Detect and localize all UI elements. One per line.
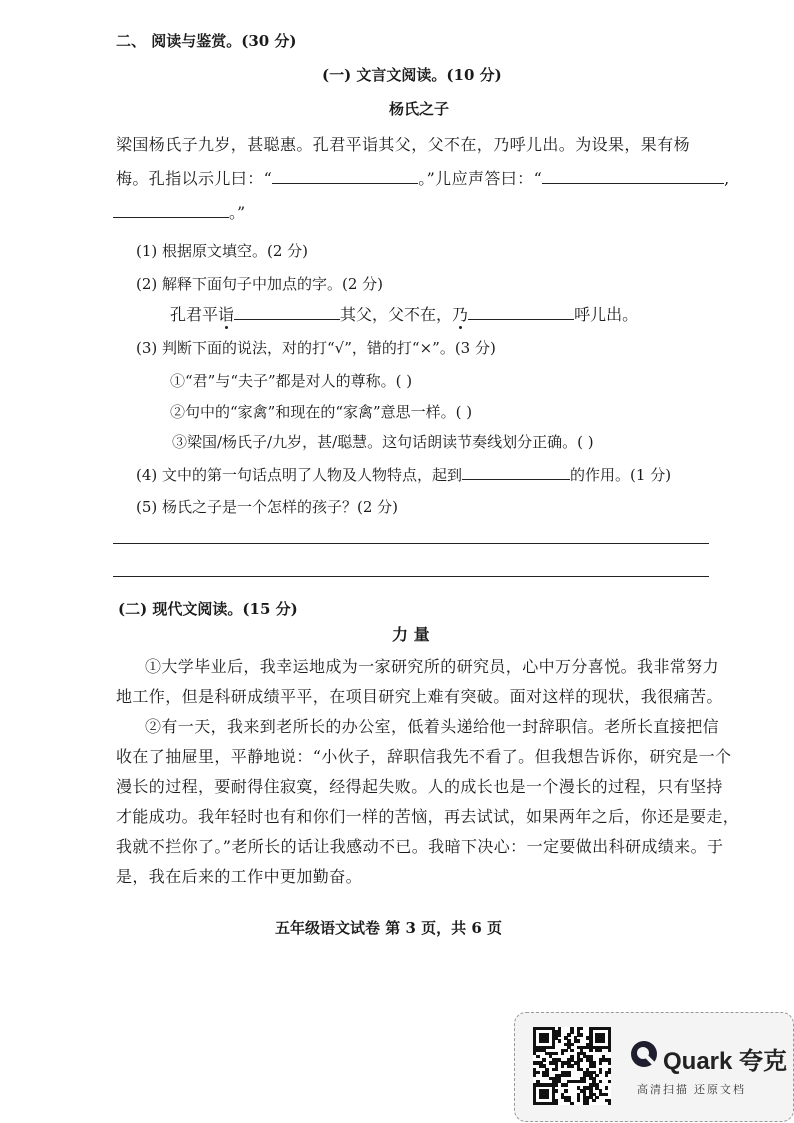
qr-module — [605, 1093, 608, 1096]
question-4 — [136, 464, 671, 485]
qr-module — [580, 1027, 583, 1030]
question-text: 的作用。(1 分) — [570, 466, 672, 484]
qr-module — [602, 1039, 605, 1042]
qr-module — [570, 1102, 573, 1105]
qr-module — [608, 1080, 611, 1083]
page-footer: 五年级语文试卷 第 3 页，共 6 页 — [275, 919, 502, 937]
qr-module — [558, 1033, 561, 1036]
qr-module — [552, 1046, 555, 1049]
qr-module — [555, 1052, 558, 1055]
qr-module — [570, 1049, 573, 1052]
dotted-char: 诣 — [218, 305, 235, 324]
qr-module — [536, 1055, 539, 1058]
sentence-text: 其父，父不在， — [340, 305, 453, 324]
fill-blank[interactable] — [272, 169, 418, 184]
qr-module — [570, 1043, 573, 1046]
qr-module — [589, 1049, 592, 1052]
qr-module — [570, 1030, 573, 1033]
qr-module — [577, 1099, 580, 1102]
passage-text: 梅。孔指以示儿曰：“ — [116, 169, 273, 188]
dotted-char: 乃 — [452, 305, 469, 324]
qr-module — [545, 1039, 548, 1042]
part2-title: (二) 现代文阅读。(15 分) — [118, 600, 298, 618]
passage-text: 。”儿应声答曰：“ — [418, 169, 543, 188]
quark-brand: Quark 夸克 — [663, 1048, 788, 1075]
qr-module — [580, 1058, 583, 1061]
question-3-item: ②句中的“家禽”和现在的“家禽”意思一样。( ) — [170, 403, 473, 421]
fill-blank[interactable] — [468, 305, 574, 320]
answer-line[interactable] — [113, 543, 709, 544]
qr-module — [561, 1052, 564, 1055]
fill-blank[interactable] — [542, 169, 724, 184]
qr-module — [542, 1058, 545, 1061]
qr-module — [577, 1039, 580, 1042]
qr-module — [586, 1102, 589, 1105]
passage-text: 。” — [229, 203, 246, 222]
quark-tagline: 高清扫描 还原文档 — [637, 1084, 747, 1096]
qr-module — [583, 1080, 586, 1083]
quark-logo-icon — [629, 1039, 659, 1069]
passage-line — [116, 166, 730, 189]
answer-line[interactable] — [113, 576, 709, 577]
passage-line: ①大学毕业后，我幸运地成为一家研究所的研究员，心中万分喜悦。我非常努力 — [145, 657, 720, 676]
qr-module — [558, 1039, 561, 1042]
question-3-item: ①“君”与“夫子”都是对人的尊称。( ) — [170, 372, 413, 390]
part1-title: (一) 文言文阅读。(10 分) — [322, 66, 502, 84]
qr-module — [592, 1064, 595, 1067]
qr-module — [580, 1033, 583, 1036]
qr-module — [599, 1049, 602, 1052]
qr-module — [555, 1068, 558, 1071]
fill-blank[interactable] — [462, 465, 570, 480]
question-3: (3) 判断下面的说法，对的打“√”，错的打“×”。(3 分) — [136, 339, 496, 357]
fill-blank[interactable] — [234, 305, 340, 320]
section-title: 二、 阅读与鉴赏。(30 分) — [116, 32, 297, 50]
qr-module — [555, 1089, 558, 1092]
passage-line: 才能成功。我年轻时也有和你们一样的苦恼，再去试试，如果两年之后，你还是要走， — [116, 807, 740, 826]
fill-blank[interactable] — [113, 203, 229, 218]
passage-text: , — [724, 169, 730, 188]
question-5: (5) 杨氏之子是一个怎样的孩子？(2 分) — [136, 498, 399, 516]
sentence-text: 呼儿出。 — [574, 305, 639, 324]
qr-module — [564, 1049, 567, 1052]
qr-module — [592, 1099, 595, 1102]
passage-line: 漫长的过程，要耐得住寂寞，经得起失败。人的成长也是一个漫长的过程，只有坚持 — [116, 777, 723, 796]
qr-module — [599, 1061, 602, 1064]
qr-module — [533, 1074, 536, 1077]
qr-module — [608, 1102, 611, 1105]
qr-module — [561, 1064, 564, 1067]
passage-title: 杨氏之子 — [389, 100, 450, 118]
passage-line: 是，我在后来的工作中更加勤奋。 — [116, 867, 363, 886]
passage-line: 地工作，但是科研成绩平平，在项目研究上难有突破。面对这样的现状，我很痛苦。 — [116, 687, 723, 706]
qr-module — [564, 1083, 567, 1086]
question-2-sentence — [170, 302, 638, 325]
quark-watermark — [514, 1012, 794, 1122]
question-2: (2) 解释下面句子中加点的字。(2 分) — [136, 275, 384, 293]
qr-module — [599, 1071, 602, 1074]
question-1: (1) 根据原文填空。(2 分) — [136, 242, 309, 260]
question-3-item: ③梁国/杨氏子/九岁，甚/聪慧。这句话朗读节奏线划分正确。( ) — [172, 433, 594, 451]
qr-code — [533, 1027, 611, 1105]
qr-module — [595, 1096, 598, 1099]
passage-line: 梁国杨氏子九岁，甚聪惠。孔君平诣其父，父不在，乃呼儿出。为设果，果有杨 — [116, 135, 691, 154]
question-text: (4) 文中的第一句话点明了人物及人物特点，起到 — [136, 466, 463, 484]
qr-module — [595, 1074, 598, 1077]
qr-module — [608, 1061, 611, 1064]
passage-line: 我就不拦你了。”老所长的话让我感动不已。我暗下决心：一定要做出科研成绩来。于 — [116, 837, 724, 856]
passage-line — [113, 200, 245, 223]
qr-module — [570, 1064, 573, 1067]
qr-module — [599, 1080, 602, 1083]
qr-module — [608, 1049, 611, 1052]
passage-line: ②有一天，我来到老所长的办公室，低着头递给他一封辞职信。老所长直接把信 — [145, 717, 720, 736]
passage-title: 力 量 — [392, 625, 430, 644]
qr-module — [567, 1074, 570, 1077]
sentence-text: 孔君平 — [170, 305, 219, 324]
qr-module — [564, 1089, 567, 1092]
qr-module — [555, 1083, 558, 1086]
qr-module — [605, 1086, 608, 1089]
passage-line: 收在了抽屉里，平静地说：“小伙子，辞职信我先不看了。但我想告诉你，研究是一个 — [116, 747, 732, 766]
qr-module — [605, 1074, 608, 1077]
qr-module — [536, 1071, 539, 1074]
qr-module — [555, 1102, 558, 1105]
qr-module — [545, 1096, 548, 1099]
qr-module — [608, 1071, 611, 1074]
qr-module — [567, 1033, 570, 1036]
